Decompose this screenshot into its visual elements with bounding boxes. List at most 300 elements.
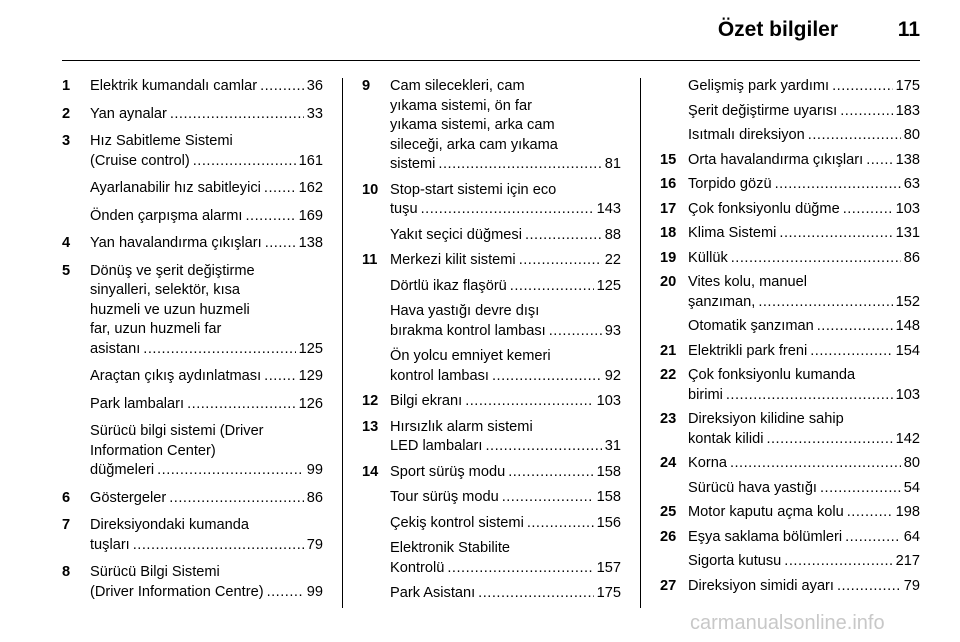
entry-label: Bilgi ekranı [390,393,463,409]
entry-leader-line [688,77,920,97]
entry-number: 1 [62,78,71,94]
entry-number: 14 [362,463,379,480]
entry-page-reference[interactable]: 103 [895,386,920,403]
index-entry [362,277,621,297]
entry-body [688,552,920,572]
index-entry [660,151,920,171]
entry-leader-line [390,584,621,604]
entry-body [688,410,920,449]
entry-page-reference[interactable]: 154 [895,342,920,359]
entry-page-reference[interactable]: 138 [298,235,323,251]
dot-leader [508,463,593,483]
entry-page-reference[interactable]: 129 [298,368,323,384]
entry-number: 27 [660,577,677,594]
entry-body [688,175,920,195]
entry-text-line: Direksiyon kilidine sahip [688,411,844,427]
column-right [660,77,920,600]
entry-leader-line [90,340,323,360]
entry-label: Gelişmiş park yardımı [688,78,830,94]
entry-body [688,479,920,499]
entry-body [90,77,323,97]
entry-body [90,105,323,125]
entry-label: tuşları [90,536,130,553]
entry-number: 17 [660,200,677,217]
entry-body [390,277,621,297]
entry-body [390,226,621,246]
entry-body [688,577,920,597]
entry-body [688,249,920,269]
entry-page-reference[interactable]: 175 [895,78,920,94]
entry-label: Göstergeler [90,489,167,506]
entry-leader-line [90,367,323,387]
index-entry [660,224,920,244]
entry-leader-line [688,454,920,474]
entry-page-reference[interactable]: 81 [604,156,621,172]
dot-leader [837,577,901,597]
index-entry [62,132,323,171]
entry-page-reference[interactable]: 183 [895,102,920,119]
entry-text-line: Cam silecekleri, cam [390,78,525,94]
entry-body [90,179,323,199]
page-title: Özet bilgiler [717,18,838,41]
index-entry [362,392,621,412]
entry-number: 25 [660,504,677,520]
entry-leader-line [390,251,621,271]
dot-leader [775,175,901,195]
entry-label: Tour sürüş modu [390,489,499,505]
entry-page-reference[interactable]: 79 [306,536,323,553]
entry-body [90,132,323,171]
entry-body [90,207,323,227]
entry-label: Yan havalandırma çıkışları [90,235,262,251]
index-entry [62,77,323,97]
index-entry [362,77,621,175]
dot-leader [525,226,602,246]
entry-page-reference[interactable]: 63 [903,176,920,192]
entry-leader-line [688,293,920,313]
entry-label: Eşya saklama bölümleri [688,528,843,545]
entry-body [390,418,621,457]
index-entry [362,302,621,341]
entry-label: Park lambaları [90,395,185,412]
entry-page-reference[interactable]: 175 [596,585,621,601]
index-entry [62,489,323,509]
index-entry [660,342,920,362]
dot-leader [549,322,602,342]
entry-page-reference[interactable]: 217 [895,553,920,569]
entry-leader-line [90,77,323,97]
entry-body [90,234,323,254]
entry-label: Sport sürüş modu [390,463,506,480]
index-entry [660,577,920,597]
index-entry [660,273,920,312]
entry-text-line: Sürücü Bilgi Sistemi [90,564,220,580]
entry-text-line: Information Center) [90,442,216,459]
index-entry [660,249,920,269]
entry-page-reference[interactable]: 64 [903,528,920,545]
entry-label: Isıtmalı direksiyon [688,127,805,143]
entry-leader-line [390,559,621,579]
entry-leader-line [688,386,920,406]
entry-text-line: sinyalleri, selektör, kısa [90,282,241,298]
column-divider-1 [342,78,343,608]
entry-body [390,181,621,220]
entry-page-reference[interactable]: 79 [903,577,920,594]
entry-leader-line [390,392,621,412]
entry-number: 19 [660,249,677,266]
entry-leader-line [390,226,621,246]
dot-leader [779,224,892,244]
entry-page-reference[interactable]: 162 [298,180,323,196]
entry-label: kontrol lambası [390,367,489,384]
entry-leader-line [390,277,621,297]
dot-leader [465,392,593,412]
entry-label: Klima Sistemi [688,225,777,241]
entry-body [688,366,920,405]
dot-leader [519,251,602,271]
dot-leader [133,536,304,556]
entry-page-reference[interactable]: 88 [604,226,621,243]
entry-label: Merkezi kilit sistemi [390,252,516,268]
index-entry [362,584,621,604]
index-entry [660,479,920,499]
dot-leader [758,293,892,313]
entry-label: birimi [688,386,723,403]
header-divider [62,60,920,61]
entry-page-reference[interactable]: 131 [895,225,920,241]
watermark-text: carmanualsonline.info [690,612,885,634]
entry-label: tuşu [390,201,418,217]
entry-text-line: Sürücü bilgi sistemi (Driver [90,423,264,439]
entry-text-line: Çok fonksiyonlu kumanda [688,367,856,383]
entry-leader-line [688,528,920,548]
index-entry [62,563,323,602]
entry-page-reference[interactable]: 148 [895,318,920,334]
dot-leader [485,437,601,457]
entry-leader-line [90,583,323,603]
entry-leader-line [90,461,323,481]
entry-body [90,262,323,360]
entry-page-reference[interactable]: 86 [903,249,920,266]
dot-leader [447,559,593,579]
entry-page-reference[interactable]: 80 [903,127,920,143]
entry-number: 24 [660,455,677,471]
entry-page-reference[interactable]: 36 [306,78,323,94]
entry-number: 15 [660,151,677,168]
entry-page-reference[interactable]: 198 [895,504,920,520]
entry-page-reference[interactable]: 33 [306,105,323,122]
dot-leader [510,277,594,297]
entry-body [688,126,920,146]
entry-text-line: far, uzun huzmeli far [90,321,222,337]
entry-leader-line [390,514,621,534]
entry-label: Araçtan çıkış aydınlatması [90,368,262,384]
entry-label: (Driver Information Centre) [90,583,264,600]
entry-body [390,251,621,271]
entry-text-line: Direksiyondaki kumanda [90,517,249,533]
entry-label: asistanı [90,340,141,357]
dot-leader [492,367,602,387]
page-number: 11 [897,18,920,41]
entry-number: 20 [660,274,677,290]
entry-body [688,151,920,171]
index-entry [62,422,323,481]
entry-body [390,539,621,578]
dot-leader [264,179,296,199]
dot-leader [832,77,893,97]
entry-body [90,422,323,481]
entry-number: 5 [62,262,71,279]
entry-page-reference[interactable]: 86 [306,489,323,506]
index-entry [660,102,920,122]
entry-label: Çekiş kontrol sistemi [390,514,524,531]
entry-page-reference[interactable]: 143 [596,201,621,217]
entry-leader-line [390,488,621,508]
dot-leader [438,155,601,175]
entry-leader-line [688,479,920,499]
entry-label: Yan aynalar [90,105,167,122]
entry-body [390,347,621,386]
dot-leader [478,584,593,604]
entry-body [390,77,621,175]
dot-leader [810,342,892,362]
entry-label: Elektrikli park freni [688,342,808,359]
entry-text-line: Hırsızlık alarm sistemi [390,418,533,435]
entry-body [688,342,920,362]
index-entry [660,126,920,146]
entry-leader-line [390,463,621,483]
entry-text-line: Hava yastığı devre dışı [390,303,540,319]
entry-label: Sürücü hava yastığı [688,479,817,496]
entry-number: 26 [660,528,677,545]
entry-page-reference[interactable]: 103 [895,200,920,217]
dot-leader [170,105,304,125]
entry-label: Küllük [688,249,728,266]
dot-leader [246,207,296,227]
entry-label: Çok fonksiyonlu düğme [688,200,840,217]
entry-label: Sigorta kutusu [688,553,782,569]
entry-label: Elektrik kumandalı camlar [90,78,258,94]
entry-body [688,273,920,312]
index-entry [362,418,621,457]
entry-number: 10 [362,181,379,198]
entry-body [688,200,920,220]
entry-body [90,489,323,509]
dot-leader [143,340,295,360]
entry-page-reference[interactable]: 31 [604,438,621,454]
entry-body [390,488,621,508]
index-entry [62,179,323,199]
dot-leader [264,367,295,387]
entry-number: 12 [362,393,379,409]
entry-page-reference[interactable]: 54 [903,479,920,496]
entry-number: 21 [660,342,677,359]
index-entry [660,77,920,97]
entry-page-reference[interactable]: 125 [298,340,323,357]
entry-body [390,514,621,534]
entry-leader-line [688,200,920,220]
index-entry [362,488,621,508]
entry-text-line: Dönüş ve şerit değiştirme [90,262,255,279]
entry-body [390,392,621,412]
dot-leader [843,200,893,220]
entry-leader-line [688,342,920,362]
entry-leader-line [390,200,621,220]
entry-label: Direksiyon simidi ayarı [688,577,834,594]
index-entry [362,347,621,386]
entry-leader-line [688,126,920,146]
entry-leader-line [688,224,920,244]
index-entry [362,226,621,246]
dot-leader [193,152,296,172]
index-entry [660,552,920,572]
page-header [62,14,920,50]
entry-page-reference[interactable]: 99 [306,583,323,600]
entry-leader-line [90,152,323,172]
entry-text-line: Elektronik Stabilite [390,540,511,556]
entry-number: 4 [62,235,71,251]
index-entry [660,454,920,474]
entry-leader-line [688,317,920,337]
entry-page-reference[interactable]: 22 [604,252,621,268]
dot-leader [866,151,892,171]
index-entry [362,514,621,534]
dot-leader [730,454,901,474]
entry-page-reference[interactable]: 142 [895,430,920,447]
entry-body [688,528,920,548]
dot-leader [784,552,892,572]
index-entry [660,317,920,337]
entry-page-reference[interactable]: 158 [596,489,621,505]
entry-label: Otomatik şanzıman [688,318,814,334]
index-entry [62,367,323,387]
entry-leader-line [688,552,920,572]
index-entry [62,395,323,415]
entry-body [90,516,323,555]
index-entry [362,251,621,271]
entry-number: 3 [62,133,71,149]
entry-text-line: Vites kolu, manuel [688,274,807,290]
entry-body [390,584,621,604]
entry-page-reference[interactable]: 156 [596,514,621,531]
entry-page-reference[interactable]: 158 [596,463,621,480]
entry-number: 23 [660,411,677,427]
entry-number: 13 [362,418,379,435]
dot-leader [808,126,901,146]
entry-leader-line [688,503,920,523]
index-entry [660,366,920,405]
entry-text-line: sileceği, arka cam yıkama [390,136,558,153]
dot-leader [267,583,304,603]
dot-leader [527,514,594,534]
dot-leader [845,528,901,548]
entry-page-reference[interactable]: 125 [596,277,621,294]
entry-label: (Cruise control) [90,152,190,169]
entry-text-line: Stop-start sistemi için eco [390,181,557,198]
entry-label: Kontrolü [390,559,445,576]
index-entry [62,234,323,254]
entry-leader-line [688,175,920,195]
index-entry [62,516,323,555]
entry-number: 22 [660,367,677,383]
entry-label: Korna [688,455,727,471]
dot-leader [726,386,893,406]
entry-page-reference[interactable]: 99 [306,462,323,478]
entry-number: 16 [660,176,677,192]
entry-label: düğmeleri [90,462,155,478]
entry-page-reference[interactable]: 138 [895,151,920,168]
entry-page-reference[interactable]: 157 [596,559,621,576]
entry-text-line: Hız Sabitleme Sistemi [90,133,233,149]
entry-body [688,317,920,337]
entry-page-reference[interactable]: 92 [604,367,621,384]
entry-page-reference[interactable]: 152 [895,293,920,310]
index-entry [660,410,920,449]
entry-label: Ayarlanabilir hız sabitleyici [90,180,261,196]
entry-leader-line [90,207,323,227]
entry-body [90,367,323,387]
entry-body [688,77,920,97]
entry-body [390,302,621,341]
entry-page-reference[interactable]: 80 [903,455,920,471]
entry-body [90,395,323,415]
index-entry [660,503,920,523]
entry-page-reference[interactable]: 161 [298,152,323,169]
entry-text-line: Ön yolcu emniyet kemeri [390,348,551,364]
index-entry [660,200,920,220]
dot-leader [766,430,892,450]
entry-leader-line [90,179,323,199]
entry-leader-line [688,249,920,269]
dot-leader [265,234,296,254]
column-middle [362,77,621,608]
entry-page-reference[interactable]: 103 [596,393,621,409]
dot-leader [157,461,304,481]
entry-body [688,503,920,523]
entry-number: 6 [62,489,71,506]
entry-number: 9 [362,78,371,94]
entry-page-reference[interactable]: 169 [298,207,323,224]
dot-leader [260,77,304,97]
entry-body [390,463,621,483]
entry-label: Orta havalandırma çıkışları [688,151,864,168]
index-entry [362,463,621,483]
entry-leader-line [90,395,323,415]
entry-number: 7 [62,517,71,533]
entry-number: 18 [660,225,677,241]
entry-leader-line [90,234,323,254]
index-entry [62,207,323,227]
entry-leader-line [390,437,621,457]
entry-leader-line [90,105,323,125]
index-entry [660,528,920,548]
entry-label: Dörtlü ikaz flaşörü [390,277,507,294]
entry-body [90,563,323,602]
entry-label: Önden çarpışma alarmı [90,207,243,224]
dot-leader [817,317,893,337]
entry-page-reference[interactable]: 93 [604,322,621,339]
entry-page-reference[interactable]: 126 [298,395,323,412]
index-entry [362,539,621,578]
dot-leader [820,479,901,499]
entry-text-line: yıkama sistemi, arka cam [390,117,555,133]
entry-label: şanzıman, [688,293,756,310]
entry-leader-line [390,367,621,387]
entry-number: 11 [362,252,378,268]
entry-label: Yakıt seçici düğmesi [390,226,522,243]
dot-leader [187,395,296,415]
entry-text-line: huzmeli ve uzun huzmeli [90,301,250,318]
